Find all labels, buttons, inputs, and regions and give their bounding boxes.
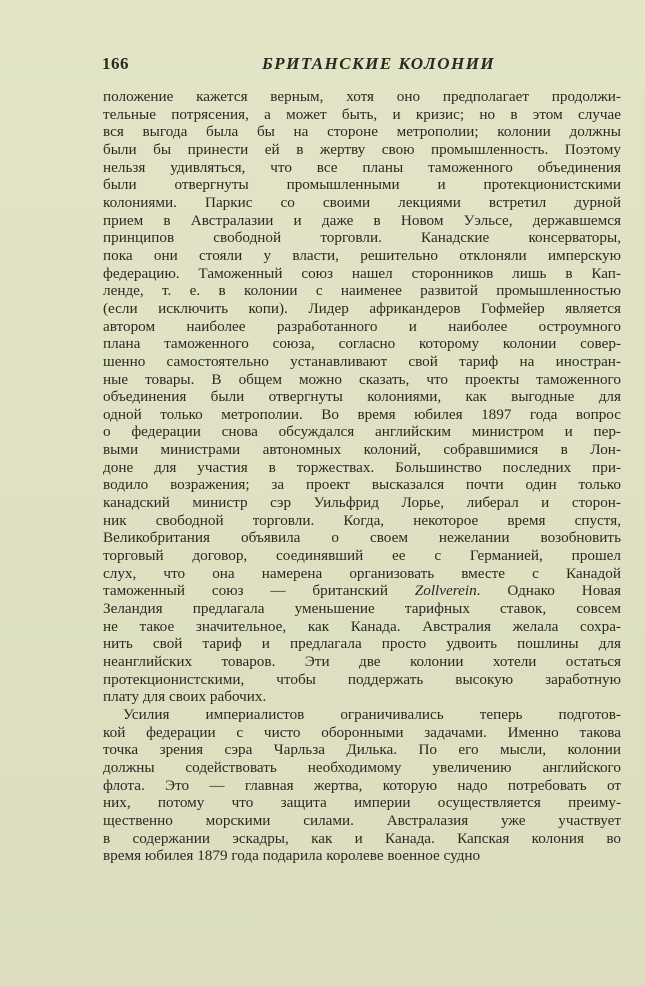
page-header (102, 54, 522, 78)
text-line: положение кажется верным, хотя оно предполагает продолжи- (103, 88, 621, 105)
text-line: принципов свободной торговли. Канадские консерваторы, (103, 229, 621, 247)
text-line: о федерации снова обсуждался английским министром и пер- (103, 423, 621, 441)
paragraph (103, 706, 621, 865)
text-line: были бы принести ей в жертву свою промышленность. Поэтому (103, 140, 621, 158)
text-line: тельные потрясения, а может быть, и кризис; но в этом случае (103, 105, 621, 123)
paragraph (103, 88, 621, 706)
text-line: шенно самостоятельно устанавливают свой тариф на иностран- (103, 352, 621, 370)
text-line: ленде, т. е. в колонии с наименее развитой промышленностью (103, 282, 621, 300)
text-line: них, потому что защита империи осуществляется преиму- (103, 794, 621, 812)
body-text (103, 88, 621, 865)
text-line: были отвергнуты промышленными и протекционистскими (103, 176, 621, 194)
text-line: время юбилея 1879 года подарила королеве военное судно (103, 847, 481, 865)
text-line: (если исключить копи). Лидер африкандеров Гофмейер является (103, 299, 621, 317)
text-line: пока они стояли у власти, решительно отклоняли имперскую (103, 246, 621, 264)
text-line: канадский министр сэр Уильфрид Лорье, либерал и сторон- (103, 494, 621, 512)
text-line: неанглийских товаров. Эти две колонии хотели остаться (103, 653, 621, 670)
text-line: протекционистскими, чтобы поддержать высокую заработную (103, 670, 621, 688)
text-line: в содержании эскадры, как и Канада. Капская колония во (103, 829, 621, 847)
text-line: не такое значительное, как Канада. Австралия желала сохра- (103, 617, 621, 635)
text-line: точка зрения сэра Чарльза Дилька. По его мысли, колонии (103, 741, 621, 759)
text-line: водило возражения; за проект высказался почти один только (103, 476, 621, 494)
text-line: нить свой тариф и предлагала просто удвоить пошлины для (103, 635, 621, 653)
text-line: Великобритания объявила о своем нежелании возобновить (103, 529, 621, 547)
text-line: плана таможенного союза, согласно которому колонии совер- (103, 335, 621, 353)
text-line: прием в Австралазии и даже в Новом Уэльсе, державшемся (103, 211, 621, 229)
text-line: одной только метрополии. Во время юбилея 1897 года вопрос (103, 405, 621, 423)
text-line: флота. Это — главная жертва, которую надо потребовать от (103, 776, 621, 794)
text-line: торговый договор, соединявший ее с Германией, прошел (103, 547, 621, 565)
text-line: Усилия империалистов ограничивались теперь подготов- (123, 705, 621, 723)
text-line: автором наиболее разработанного и наиболее остроумного (103, 317, 621, 335)
text-line: Зеландия предлагала уменьшение тарифных ставок, совсем (103, 600, 621, 618)
text-line: ник свободной торговли. Когда, некоторое время спустя, (103, 511, 621, 529)
text-line: вся выгода была бы на стороне метрополии; колонии должны (103, 123, 621, 141)
text-line: кой федерации с чисто оборонными задачами. Именно такова (103, 723, 621, 741)
text-line: колониями. Паркис со своими лекциями встретил дурной (103, 193, 621, 211)
running-title: БРИТАНСКИЕ КОЛОНИИ (262, 54, 496, 73)
text-line: плату для своих рабочих. (103, 688, 267, 706)
text-line: выми министрами автономных колоний, собравшимися в Лон- (103, 441, 621, 459)
text-line: федерацию. Таможенный союз нашел сторонников лишь в Кап- (103, 264, 621, 282)
text-line: ные товары. В общем можно сказать, что проекты таможенного (103, 370, 621, 388)
text-line: щественно морскими силами. Австралазия уже участвует (103, 811, 621, 829)
text-line: объединения были отвергнуты колониями, как выгодные для (103, 388, 621, 406)
page-number: 166 (102, 54, 129, 73)
text-line: нельзя удивляться, что все планы таможенного объединения (103, 158, 621, 176)
text-line: слух, что она намерена организовать вместе с Канадой (103, 564, 621, 582)
text-line: должны содействовать необходимому увеличению английского (103, 758, 621, 776)
text-line: таможенный союз — британский Zollverein. Однако Новая (103, 582, 621, 600)
text-line: доне для участия в торжествах. Большинство последних при- (103, 458, 621, 476)
